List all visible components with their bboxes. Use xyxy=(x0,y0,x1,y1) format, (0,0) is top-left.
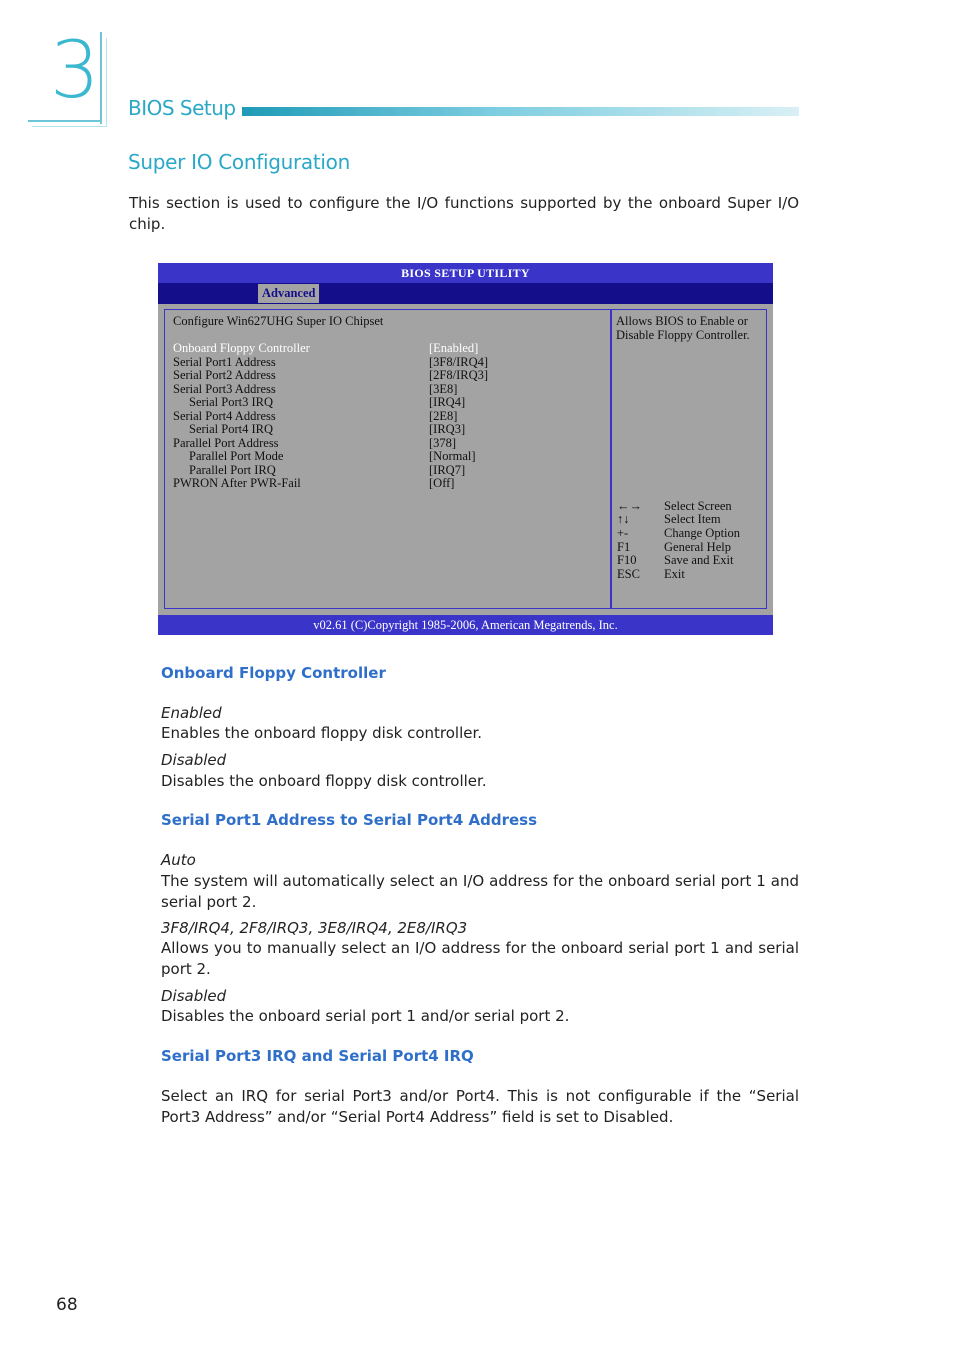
key-legend-desc: Save and Exit xyxy=(664,553,734,567)
bios-item-label: Parallel Port Address xyxy=(173,436,279,450)
bios-item-label: PWRON After PWR-Fail xyxy=(173,476,301,490)
key-legend-key: +- xyxy=(617,526,629,540)
bios-item-value: [2F8/IRQ3] xyxy=(429,368,489,382)
bios-item-value: [2E8] xyxy=(429,409,458,423)
bios-item-value: [IRQ7] xyxy=(429,463,466,477)
bios-item-label: Serial Port3 IRQ xyxy=(189,395,274,409)
bios-item-value: [378] xyxy=(429,436,457,450)
bios-item-label: Parallel Port IRQ xyxy=(189,463,276,477)
chapter-title: BIOS Setup xyxy=(128,96,236,120)
key-legend-desc: Change Option xyxy=(664,526,741,540)
bios-item-label: Serial Port4 Address xyxy=(173,409,276,423)
page-number: 68 xyxy=(56,1295,78,1315)
key-legend-desc: Select Item xyxy=(664,512,721,526)
bios-screen xyxy=(158,263,773,635)
bios-title-bar: BIOS SETUP UTILITY xyxy=(158,263,773,283)
key-legend-key: ESC xyxy=(617,567,640,581)
section-intro: This section is used to configure the I/O functions supported by the onboard Super I/O chip. xyxy=(129,194,799,233)
floppy-option-disabled: Disabled xyxy=(161,751,227,769)
serial-option-manual-desc: Allows you to manually select an I/O address for the onboard serial port 1 and serial port 2. xyxy=(161,939,799,978)
bios-settings-panel xyxy=(164,309,612,609)
irq-desc: Select an IRQ for serial Port3 and/or Port4. This is not configurable if the “Serial Port3 Address” and/or “Serial Port4 Address” field is set to Disabled. xyxy=(161,1087,799,1126)
bios-item-pwron-after-pwr-fail[interactable] xyxy=(165,477,611,491)
bios-item-value: [Off] xyxy=(429,476,455,490)
section-title: Super IO Configuration xyxy=(128,150,350,174)
bios-item-serial-port2-address[interactable] xyxy=(165,369,611,383)
floppy-heading: Onboard Floppy Controller xyxy=(161,664,386,682)
bios-item-label: Serial Port3 Address xyxy=(173,382,276,396)
bios-item-value: [IRQ4] xyxy=(429,395,466,409)
chapter-title-bar xyxy=(242,107,799,116)
bios-item-label: Serial Port1 Address xyxy=(173,355,276,369)
arrow-left-right-icon: ←→ xyxy=(617,499,642,513)
floppy-option-enabled-desc: Enables the onboard floppy disk controller. xyxy=(161,724,483,742)
floppy-option-enabled: Enabled xyxy=(161,704,222,722)
key-legend-desc: General Help xyxy=(664,540,731,554)
bios-item-floppy-controller[interactable] xyxy=(165,342,611,356)
bios-item-value: [3F8/IRQ4] xyxy=(429,355,489,369)
serial-option-disabled-desc: Disables the onboard serial port 1 and/or serial port 2. xyxy=(161,1007,570,1025)
key-legend-desc: Exit xyxy=(664,567,685,581)
bios-item-value: [Normal] xyxy=(429,449,476,463)
bios-item-value: [Enabled] xyxy=(429,341,479,355)
serial-heading: Serial Port1 Address to Serial Port4 Address xyxy=(161,811,537,829)
bios-item-label: Parallel Port Mode xyxy=(189,449,284,463)
bios-tab-bar xyxy=(158,283,773,304)
key-legend-key: F10 xyxy=(617,553,637,567)
bios-help-panel xyxy=(610,309,767,609)
key-legend-key: F1 xyxy=(617,540,631,554)
bios-item-value: [IRQ3] xyxy=(429,422,466,436)
floppy-option-disabled-desc: Disables the onboard floppy disk controller. xyxy=(161,772,487,790)
bios-help-text: Allows BIOS to Enable or Disable Floppy Controller. xyxy=(616,314,750,342)
key-legend-desc: Select Screen xyxy=(664,499,732,513)
tab-advanced[interactable]: Advanced xyxy=(258,284,319,303)
bios-item-label: Onboard Floppy Controller xyxy=(173,341,310,355)
chapter-number-box xyxy=(28,26,104,122)
chapter-number: 3 xyxy=(50,26,100,116)
serial-option-disabled: Disabled xyxy=(161,987,227,1005)
bios-item-serial-port4-irq[interactable] xyxy=(165,423,611,437)
bios-item-label: Serial Port4 IRQ xyxy=(189,422,274,436)
serial-option-auto: Auto xyxy=(161,851,196,869)
bios-copyright-bar: v02.61 (C)Copyright 1985-2006, American Megatrends, Inc. xyxy=(158,615,773,635)
serial-option-auto-desc: The system will automatically select an I/O address for the onboard serial port 1 and serial port 2. xyxy=(161,872,799,911)
bios-item-label: Serial Port2 Address xyxy=(173,368,276,382)
bios-item-serial-port3-irq[interactable] xyxy=(165,396,611,410)
arrow-up-down-icon: ↑↓ xyxy=(617,512,630,526)
serial-option-manual: 3F8/IRQ4, 2F8/IRQ3, 3E8/IRQ4, 2E8/IRQ3 xyxy=(161,919,468,937)
bios-panel-heading: Configure Win627UHG Super IO Chipset xyxy=(173,314,384,328)
irq-heading: Serial Port3 IRQ and Serial Port4 IRQ xyxy=(161,1047,474,1065)
bios-item-value: [3E8] xyxy=(429,382,458,396)
bios-item-parallel-port-mode[interactable] xyxy=(165,450,611,464)
